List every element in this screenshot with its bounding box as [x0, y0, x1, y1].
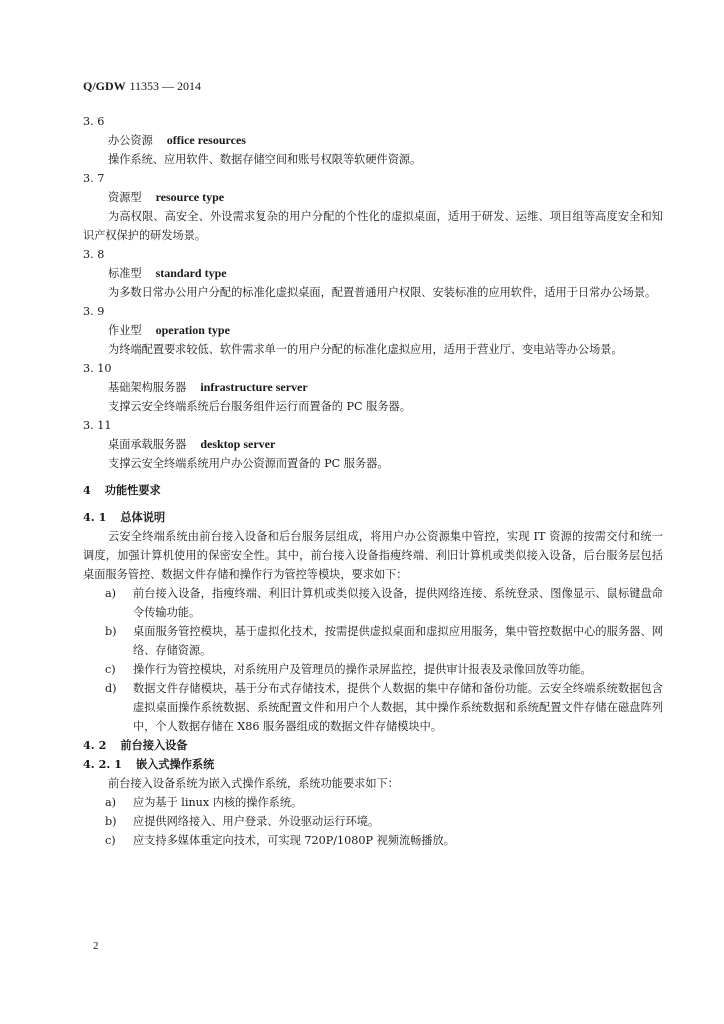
term-title: [83, 264, 663, 283]
term-definition: 支撑云安全终端系统用户办公资源而置备的 PC 服务器。: [108, 457, 389, 470]
standard-code: Q/GDW: [83, 79, 126, 93]
term-chinese: 资源型: [108, 191, 142, 204]
section-title: 前台接入设备: [120, 738, 188, 752]
section-4-2-1-heading: [83, 755, 663, 774]
term-title: [83, 378, 663, 397]
list-item-label: a): [105, 587, 117, 600]
list-item: [83, 660, 663, 679]
term-number: 3. 8: [83, 248, 105, 261]
term-definition: 支撑云安全终端系统后台服务组件运行而置备的 PC 服务器。: [108, 400, 411, 413]
term-title: [83, 435, 663, 454]
list-item: [83, 812, 663, 831]
list-item-label: c): [105, 663, 116, 676]
term-english: resource type: [155, 190, 225, 204]
section-number: 4. 2: [83, 738, 107, 752]
standard-number: 11353 — 2014: [129, 79, 202, 93]
term-definition: 操作系统、应用软件、数据存储空间和账号权限等软硬件资源。: [108, 153, 422, 166]
list-item-text: 桌面服务管控模块，基于虚拟化技术，按需提供虚拟桌面和虚拟应用服务，集中管控数据中心的服务器、网络、存储资源。: [133, 625, 663, 657]
term-english: desktop server: [200, 437, 276, 451]
term-number: 3. 7: [83, 172, 105, 185]
term-definition: 为终端配置要求较低、软件需求单一的用户分配的标准化虚拟应用，适用于营业厅、变电站等办公场景。: [108, 343, 623, 356]
section-title: 嵌入式操作系统: [135, 757, 215, 771]
section-4-2-1-intro: 前台接入设备系统为嵌入式操作系统，系统功能要求如下：: [108, 777, 399, 790]
term-definition: 为高权限、高安全、外设需求复杂的用户分配的个性化的虚拟桌面，适用于研发、运维、项目组等高度安全和知识产权保护的研发场景。: [83, 210, 663, 242]
section-title: 总体说明: [120, 510, 166, 524]
list-item-label: c): [105, 834, 116, 847]
term-english: office resources: [166, 133, 246, 147]
term-english: standard type: [155, 266, 227, 280]
term-chinese: 办公资源: [108, 134, 153, 147]
term-chinese: 桌面承载服务器: [108, 438, 187, 451]
term-chinese: 标准型: [108, 267, 142, 280]
list-item-label: b): [105, 625, 117, 638]
list-item: [83, 622, 663, 660]
section-title: 功能性要求: [104, 483, 161, 497]
list-item: [83, 831, 663, 850]
terms-list: [83, 112, 663, 473]
list-item: [83, 584, 663, 622]
list-item: [83, 793, 663, 812]
list-item-text: 数据文件存储模块，基于分布式存储技术，提供个人数据的集中存储和备份功能。云安全终端系统数据包含虚拟桌面操作系统数据、系统配置文件和用户个人数据，其中操作系统数据和系统配置文件存储在磁盘阵列中，个人数据存储在 X86 服务器组成的数据文件存储模块中。: [133, 682, 663, 733]
list-item-label: d): [105, 682, 117, 695]
section-4-1-intro: 云安全终端系统由前台接入设备和后台服务层组成，将用户办公资源集中管控，实现 IT 资源的按需交付和统一调度，加强计算机使用的保密安全性。其中，前台接入设备指瘦终端、利旧计算机或类似接入设备，后台服务层包括桌面服务管控、数据文件存储和操作行为管控等模块，要求如下：: [83, 530, 663, 581]
term-title: [83, 131, 663, 150]
section-4-1-list: [83, 584, 663, 736]
page-number: 2: [93, 940, 99, 952]
term-number: 3. 11: [83, 419, 112, 432]
term-chinese: 基础架构服务器: [108, 381, 187, 394]
term-number: 3. 9: [83, 305, 105, 318]
term-number: 3. 10: [83, 362, 112, 375]
term-title: [83, 188, 663, 207]
document-header: [83, 79, 201, 94]
list-item-text: 应支持多媒体重定向技术，可实现 720P/1080P 视频流畅播放。: [133, 834, 455, 847]
list-item-text: 操作行为管控模块，对系统用户及管理员的操作录屏监控，提供审计报表及录像回放等功能。: [133, 663, 592, 676]
section-number: 4. 1: [83, 510, 107, 524]
term-english: infrastructure server: [200, 380, 308, 394]
list-item: [83, 679, 663, 736]
list-item-label: a): [105, 796, 117, 809]
section-4-2-heading: [83, 736, 663, 755]
term-title: [83, 321, 663, 340]
term-english: operation type: [155, 323, 230, 337]
list-item-text: 应为基于 linux 内核的操作系统。: [133, 796, 303, 809]
section-number: 4. 2. 1: [83, 757, 122, 771]
term-definition: 为多数日常办公用户分配的标准化虚拟桌面，配置普通用户权限、安装标准的应用软件，适用于日常办公场景。: [108, 286, 657, 299]
document-body: [83, 112, 663, 850]
section-number: 4: [83, 483, 91, 497]
term-chinese: 作业型: [108, 324, 142, 337]
section-4-heading: [83, 481, 663, 500]
list-item-text: 应提供网络接入、用户登录、外设驱动运行环境。: [133, 815, 380, 828]
list-item-text: 前台接入设备，指瘦终端、利旧计算机或类似接入设备，提供网络连接、系统登录、图像显示、鼠标键盘命令传输功能。: [133, 587, 663, 619]
term-number: 3. 6: [83, 115, 105, 128]
list-item-label: b): [105, 815, 117, 828]
section-4-2-1-list: [83, 793, 663, 850]
section-4-1-heading: [83, 508, 663, 527]
